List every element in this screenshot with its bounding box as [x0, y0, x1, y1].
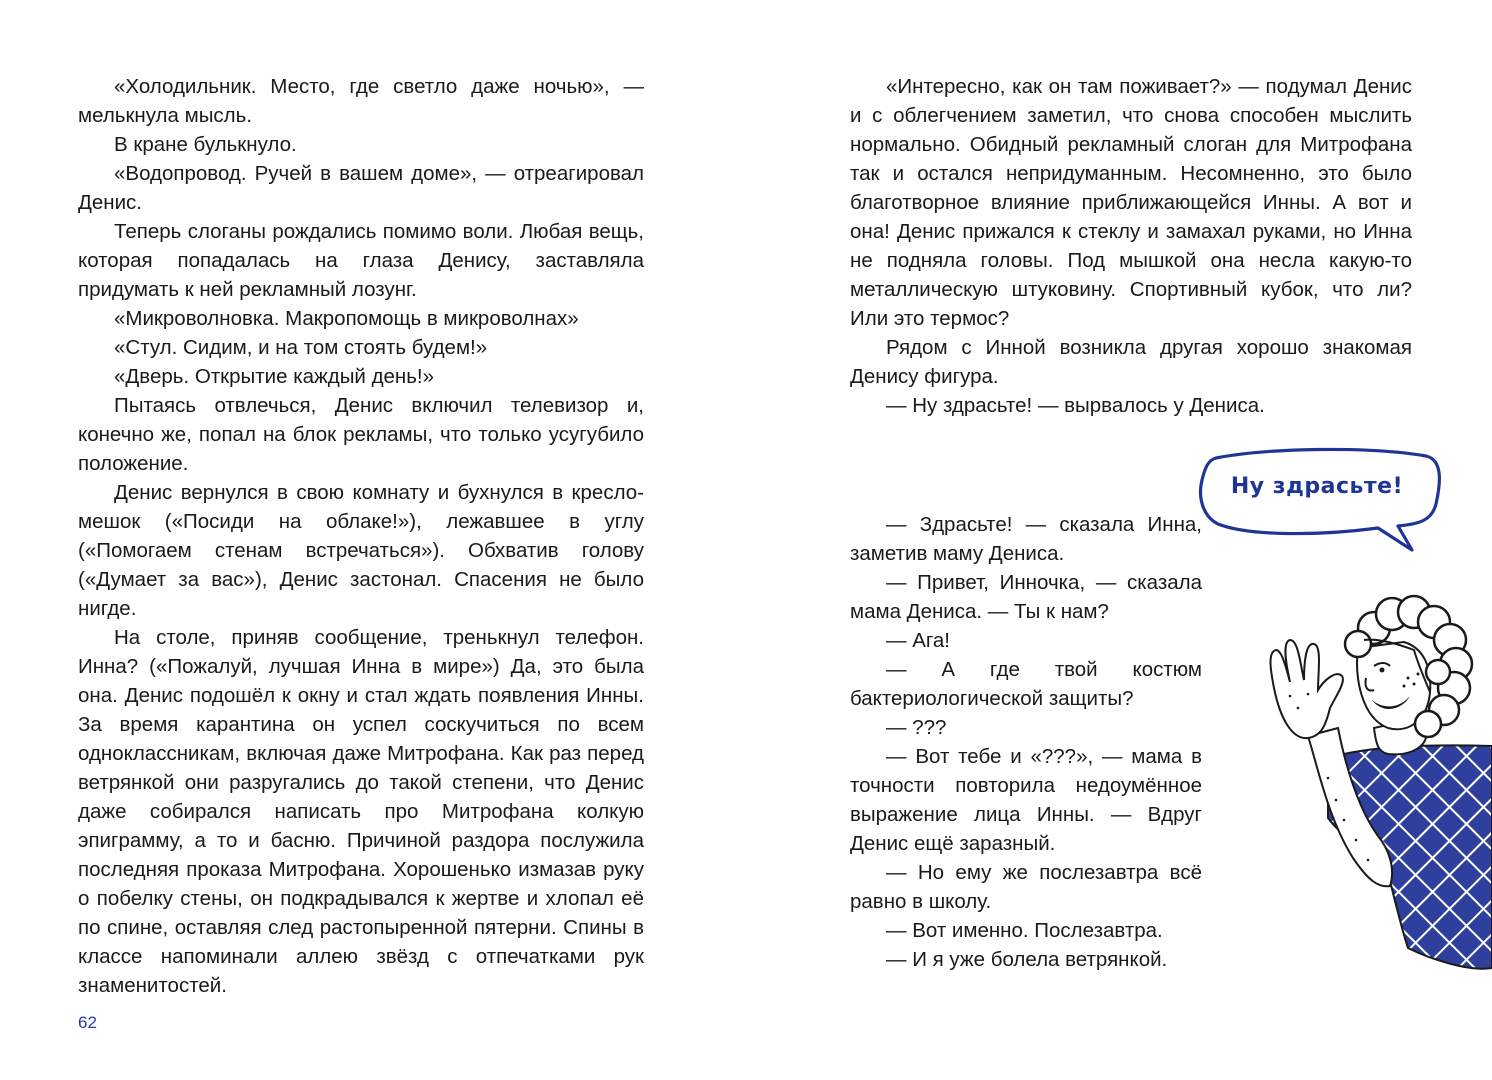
paragraph: «Дверь. Открытие каждый день!»: [114, 365, 435, 388]
left-text-column: [78, 72, 644, 1000]
paragraph: — Вот именно. Послезавтра.: [886, 919, 1163, 942]
page-number: 62: [78, 1013, 97, 1032]
paragraph: — Привет, Инночка, — сказала мама Дениса. — Ты к нам?: [850, 571, 1202, 623]
paragraph: — Здрасьте! — сказала Инна, заметив маму Дениса.: [850, 513, 1202, 565]
waving-boy-illustration: [1178, 568, 1492, 988]
right-text-column-top: [850, 72, 1412, 420]
paragraph: В кране булькнуло.: [114, 133, 297, 156]
paragraph: Рядом с Инной возникла другая хорошо знакомая Денису фигура.: [850, 336, 1412, 388]
paragraph: «Холодильник. Место, где светло даже ночью», — мелькнула мысль.: [78, 75, 644, 127]
paragraph: Теперь слоганы рождались помимо воли. Любая вещь, которая попадалась на глаза Денису, заставляла придумать к ней рекламный лозунг.: [78, 220, 644, 301]
paragraph: «Стул. Сидим, и на том стоять будем!»: [114, 336, 488, 359]
paragraph: — И я уже болела ветрянкой.: [886, 948, 1168, 971]
paragraph: — ???: [886, 716, 947, 739]
paragraph: «Водопровод. Ручей в вашем доме», — отреагировал Денис.: [78, 162, 644, 214]
paragraph: — Вот тебе и «???», — мама в точности повторила недоумённое выражение лица Инны. — Вдруг Денис ещё заразный.: [850, 745, 1202, 855]
paragraph: — Ну здрасьте! — вырвалось у Дениса.: [886, 394, 1265, 417]
paragraph: — А где твой костюм бактериологической защиты?: [850, 658, 1202, 710]
paragraph: Денис вернулся в свою комнату и бухнулся в кресло-мешок («Посиди на облаке!»), лежавшее в углу («Помогаем стенам встречаться»). Обхватив голову («Думает за вас»), Денис застонал. Спасения не было нигде.: [78, 481, 644, 620]
speech-bubble-text: Ну здрасьте!: [1230, 474, 1404, 499]
speech-bubble-icon: [1198, 446, 1448, 556]
right-page: [746, 0, 1492, 1080]
hand: [1271, 640, 1343, 738]
paragraph: — Но ему же послезавтра всё равно в школу.: [850, 861, 1202, 913]
speech-bubble: [1198, 446, 1448, 556]
paragraph: Пытаясь отвлечься, Денис включил телевизор и, конечно же, попал на блок рекламы, что только усугубило положение.: [78, 394, 644, 475]
paragraph: «Интересно, как он там поживает?» — подумал Денис и с облегчением заметил, что снова способен мыслить нормально. Обидный рекламный слоган для Митрофана так и остался непридуманным. Несомненно, это было благотворное влияние приближающейся Инны. А вот и она! Денис прижался к стеклу и замахал руками, но Инна не подняла головы. Под мышкой она несла какую-то металлическую штуковину. Спортивный кубок, что ли? Или это термос?: [850, 75, 1412, 330]
paragraph: — Ага!: [886, 629, 950, 652]
paragraph: «Микроволновка. Макропомощь в микроволнах»: [114, 307, 579, 330]
paragraph: На столе, приняв сообщение, тренькнул телефон. Инна? («Пожалуй, лучшая Инна в мире») Да, это была она. Денис подошёл к окну и стал ждать появления Инны. За время карантина он успел соскучиться по всем одноклассникам, включая даже Митрофана. Как раз перед ветрянкой они разругались до такой степени, что Денис даже собирался написать про Митрофана колкую эпиграмму, а то и басню. Причиной раздора послужила последняя проказа Митрофана. Хорошенько измазав руку о побелку стены, он подкрадывался к жертве и хлопал её по спине, оставляя след растопыренной пятерни. Спины в классе напоминали аллею звёзд с отпечатками рук знаменитостей.: [78, 626, 644, 997]
right-text-column-bottom: [850, 510, 1202, 974]
